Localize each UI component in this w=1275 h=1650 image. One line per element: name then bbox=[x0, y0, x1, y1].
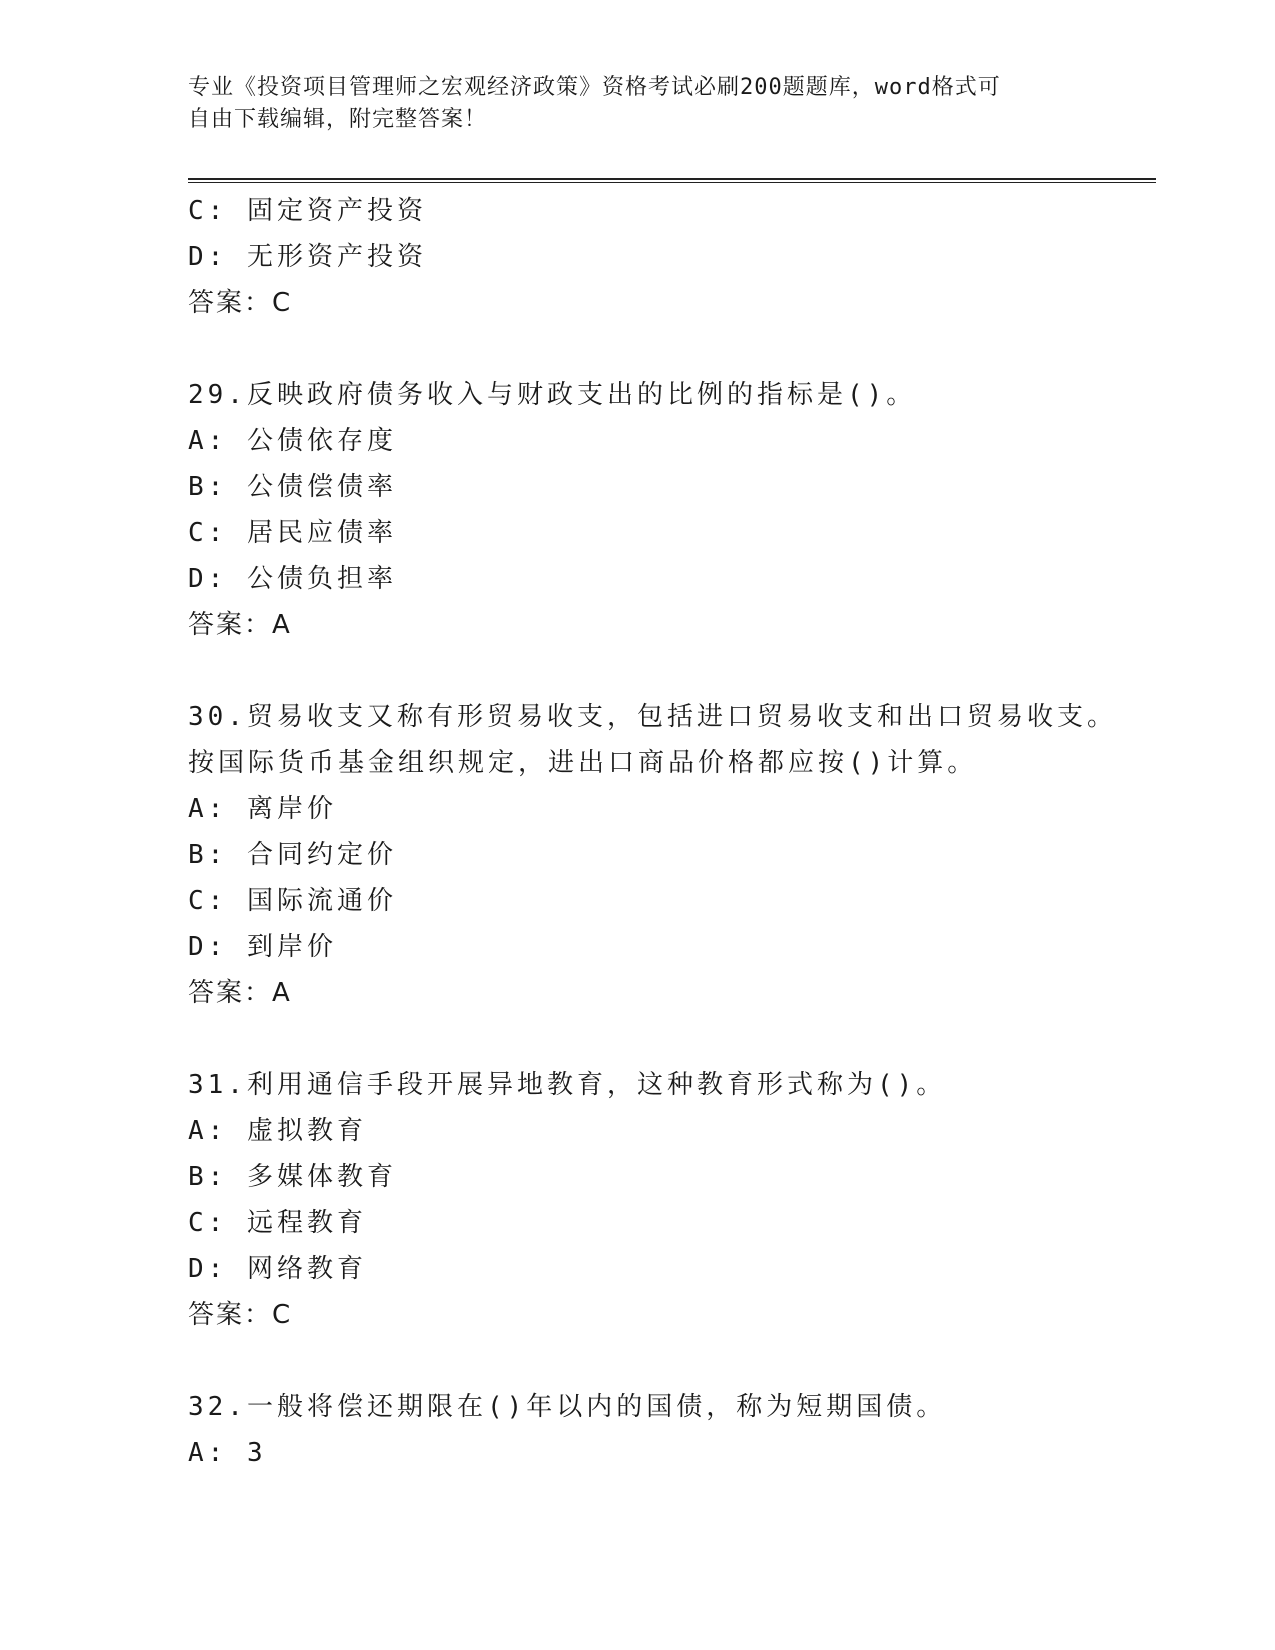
option-d: D: 到岸价 bbox=[188, 932, 337, 962]
option-d: D: 网络教育 bbox=[188, 1254, 367, 1284]
question-29 bbox=[188, 372, 1148, 648]
option-c: C: 居民应债率 bbox=[188, 518, 397, 548]
document-header bbox=[188, 72, 1068, 136]
header-line-2: 自由下载编辑，附完整答案！ bbox=[188, 107, 488, 132]
option-c: C: 国际流通价 bbox=[188, 886, 397, 916]
option-a: A: 公债依存度 bbox=[188, 426, 397, 456]
answer-line: 答案：A bbox=[188, 610, 292, 640]
header-divider bbox=[188, 178, 1156, 183]
answer-line: 答案：C bbox=[188, 1300, 293, 1330]
option-d: D: 公债负担率 bbox=[188, 564, 397, 594]
answer-line: 答案：C bbox=[188, 288, 293, 318]
option-a: A: 离岸价 bbox=[188, 794, 337, 824]
question-text: 32.一般将偿还期限在()年以内的国债，称为短期国债。 bbox=[188, 1392, 947, 1422]
option-a: A: 虚拟教育 bbox=[188, 1116, 367, 1146]
option-b: B: 公债偿债率 bbox=[188, 472, 397, 502]
spacer bbox=[188, 1016, 1148, 1062]
option-c: C: 固定资产投资 bbox=[188, 196, 427, 226]
question-31 bbox=[188, 1062, 1148, 1338]
spacer bbox=[188, 326, 1148, 372]
option-a: A: 3 bbox=[188, 1438, 267, 1468]
question-text: 31.利用通信手段开展异地教育，这种教育形式称为()。 bbox=[188, 1070, 947, 1100]
option-b: B: 多媒体教育 bbox=[188, 1162, 397, 1192]
option-c: C: 远程教育 bbox=[188, 1208, 367, 1238]
question-text-cont: 按国际货币基金组织规定，进出口商品价格都应按()计算。 bbox=[188, 748, 978, 778]
question-30 bbox=[188, 694, 1148, 1016]
question-text: 30.贸易收支又称有形贸易收支，包括进口贸易收支和出口贸易收支。 bbox=[188, 702, 1117, 732]
question-text: 29.反映政府债务收入与财政支出的比例的指标是()。 bbox=[188, 380, 917, 410]
question-32 bbox=[188, 1384, 1148, 1476]
spacer bbox=[188, 1338, 1148, 1384]
prev-question-block bbox=[188, 188, 1148, 326]
header-line-1: 专业《投资项目管理师之宏观经济政策》资格考试必刷200题题库，word格式可 bbox=[188, 75, 1001, 100]
option-d: D: 无形资产投资 bbox=[188, 242, 427, 272]
option-b: B: 合同约定价 bbox=[188, 840, 397, 870]
spacer bbox=[188, 648, 1148, 694]
answer-line: 答案：A bbox=[188, 978, 292, 1008]
question-list bbox=[188, 188, 1148, 1476]
